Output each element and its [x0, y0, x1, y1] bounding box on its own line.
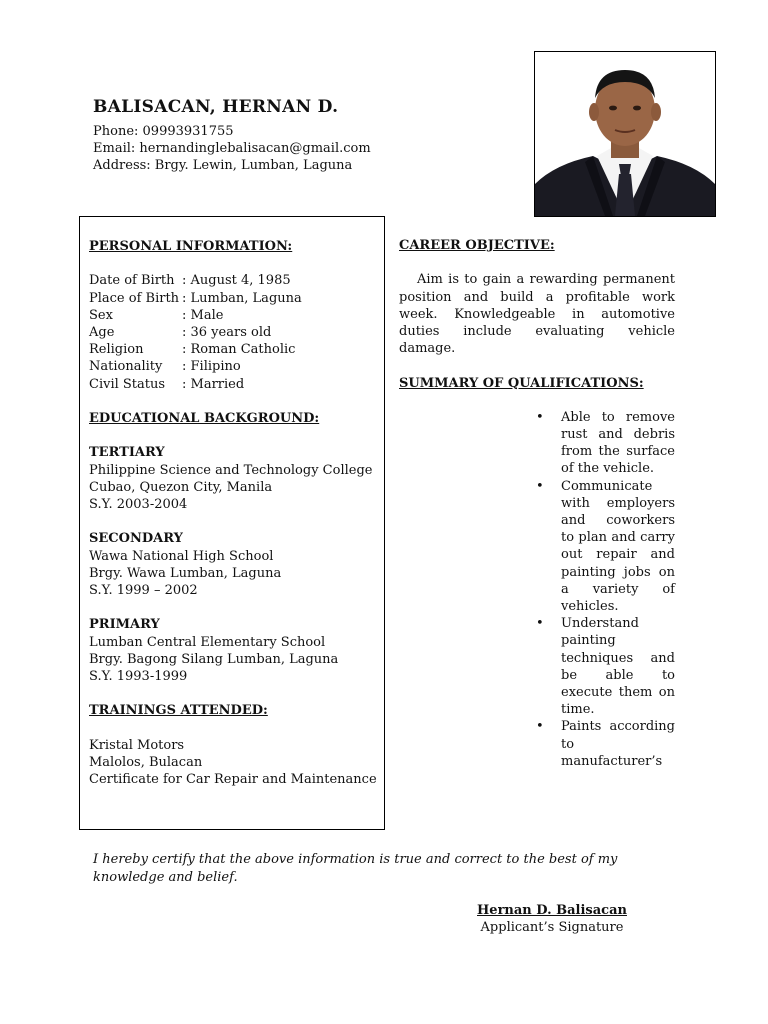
personal-label: Age: [89, 325, 115, 340]
personal-row-nationality: [89, 358, 379, 375]
personal-value: : Filipino: [182, 359, 241, 375]
training-company: Kristal Motors: [89, 737, 185, 753]
personal-value: : Roman Catholic: [182, 342, 296, 358]
personal-row-religion: [89, 341, 379, 358]
qualifications-list: [536, 409, 675, 770]
signature-caption: Applicant’s Signature: [480, 920, 624, 936]
bullet-icon: •: [536, 719, 544, 735]
education-year: S.Y. 2003-2004: [89, 497, 188, 512]
left-info-box: [79, 216, 385, 830]
personal-info-heading: PERSONAL INFORMATION:: [89, 239, 293, 254]
qualification-text: Able to remove rust and debris from the surface of the vehicle.: [561, 409, 675, 477]
resume-header: [93, 96, 513, 175]
trainings-heading: TRAININGS ATTENDED:: [89, 703, 268, 719]
education-primary: [89, 616, 379, 685]
personal-value: : Male: [182, 307, 224, 323]
personal-value: : Married: [182, 376, 245, 392]
list-item: [536, 409, 675, 478]
education-level-title: PRIMARY: [89, 617, 160, 633]
phone-line: Phone: 09993931755: [93, 124, 234, 139]
list-item: [536, 615, 675, 718]
education-location: Cubao, Quezon City, Manila: [89, 479, 273, 495]
training-certificate: Certificate for Car Repair and Maintenance: [89, 772, 377, 788]
address-line: Address: Brgy. Lewin, Lumban, Laguna: [93, 158, 353, 174]
training-location: Malolos, Bulacan: [89, 754, 203, 770]
bullet-icon: •: [536, 616, 544, 632]
email-line: Email: hernandinglebalisacan@gmail.com: [93, 141, 371, 157]
personal-value: : August 4, 1985: [182, 273, 291, 289]
qualification-text: Understand painting techniques and be able to execute them on time.: [561, 616, 675, 718]
qualifications-heading: SUMMARY OF QUALIFICATIONS:: [399, 375, 644, 391]
signature-name: Hernan D. Balisacan: [477, 903, 627, 918]
personal-row-age: [89, 324, 379, 341]
education-school: Philippine Science and Technology College: [89, 462, 373, 478]
education-year: S.Y. 1999 – 2002: [89, 583, 198, 598]
education-school: Wawa National High School: [89, 548, 274, 564]
personal-value: : Lumban, Laguna: [182, 290, 302, 306]
personal-info-list: [89, 272, 379, 392]
qualification-text: Communicate with employers and coworkers to plan and carry out repair and painting jobs on a variety of vehicles.: [561, 478, 675, 615]
career-objective-text: Aim is to gain a rewarding permanent position and build a profitable work week. Knowledgeable in automotive duties include evaluating vehicle damage.: [399, 272, 675, 357]
applicant-photo: [534, 51, 716, 217]
personal-row-sex: [89, 307, 379, 324]
education-school: Lumban Central Elementary School: [89, 634, 326, 650]
education-level-title: SECONDARY: [89, 531, 183, 547]
personal-label: Religion: [89, 342, 144, 358]
right-column: [399, 237, 675, 770]
education-heading: EDUCATIONAL BACKGROUND:: [89, 411, 320, 426]
personal-label: Sex: [89, 307, 113, 323]
personal-row-civil-status: [89, 376, 379, 393]
personal-label: Place of Birth: [89, 290, 180, 306]
education-level-title: TERTIARY: [89, 445, 165, 461]
personal-value: : 36 years old: [182, 325, 272, 340]
education-location: Brgy. Bagong Silang Lumban, Laguna: [89, 651, 339, 667]
certification-statement: I hereby certify that the above information is true and correct to the best of my knowledge and belief.: [93, 852, 618, 885]
bullet-icon: •: [536, 409, 544, 425]
personal-label: Civil Status: [89, 376, 166, 392]
applicant-name: BALISACAN, HERNAN D.: [93, 97, 339, 117]
personal-row-dob: [89, 272, 379, 289]
career-objective-heading: CAREER OBJECTIVE:: [399, 238, 555, 253]
personal-label: Date of Birth: [89, 273, 175, 289]
list-item: [536, 478, 675, 616]
bullet-icon: •: [536, 478, 544, 494]
signature-block: [477, 902, 627, 936]
personal-row-pob: [89, 290, 379, 307]
education-secondary: [89, 530, 379, 599]
list-item: [536, 718, 675, 770]
education-tertiary: [89, 444, 379, 513]
education-year: S.Y. 1993-1999: [89, 669, 188, 684]
personal-label: Nationality: [89, 359, 163, 375]
qualification-text: Paints according to manufacturer’s: [561, 719, 675, 769]
education-location: Brgy. Wawa Lumban, Laguna: [89, 565, 282, 581]
portrait-illustration: [535, 52, 715, 216]
